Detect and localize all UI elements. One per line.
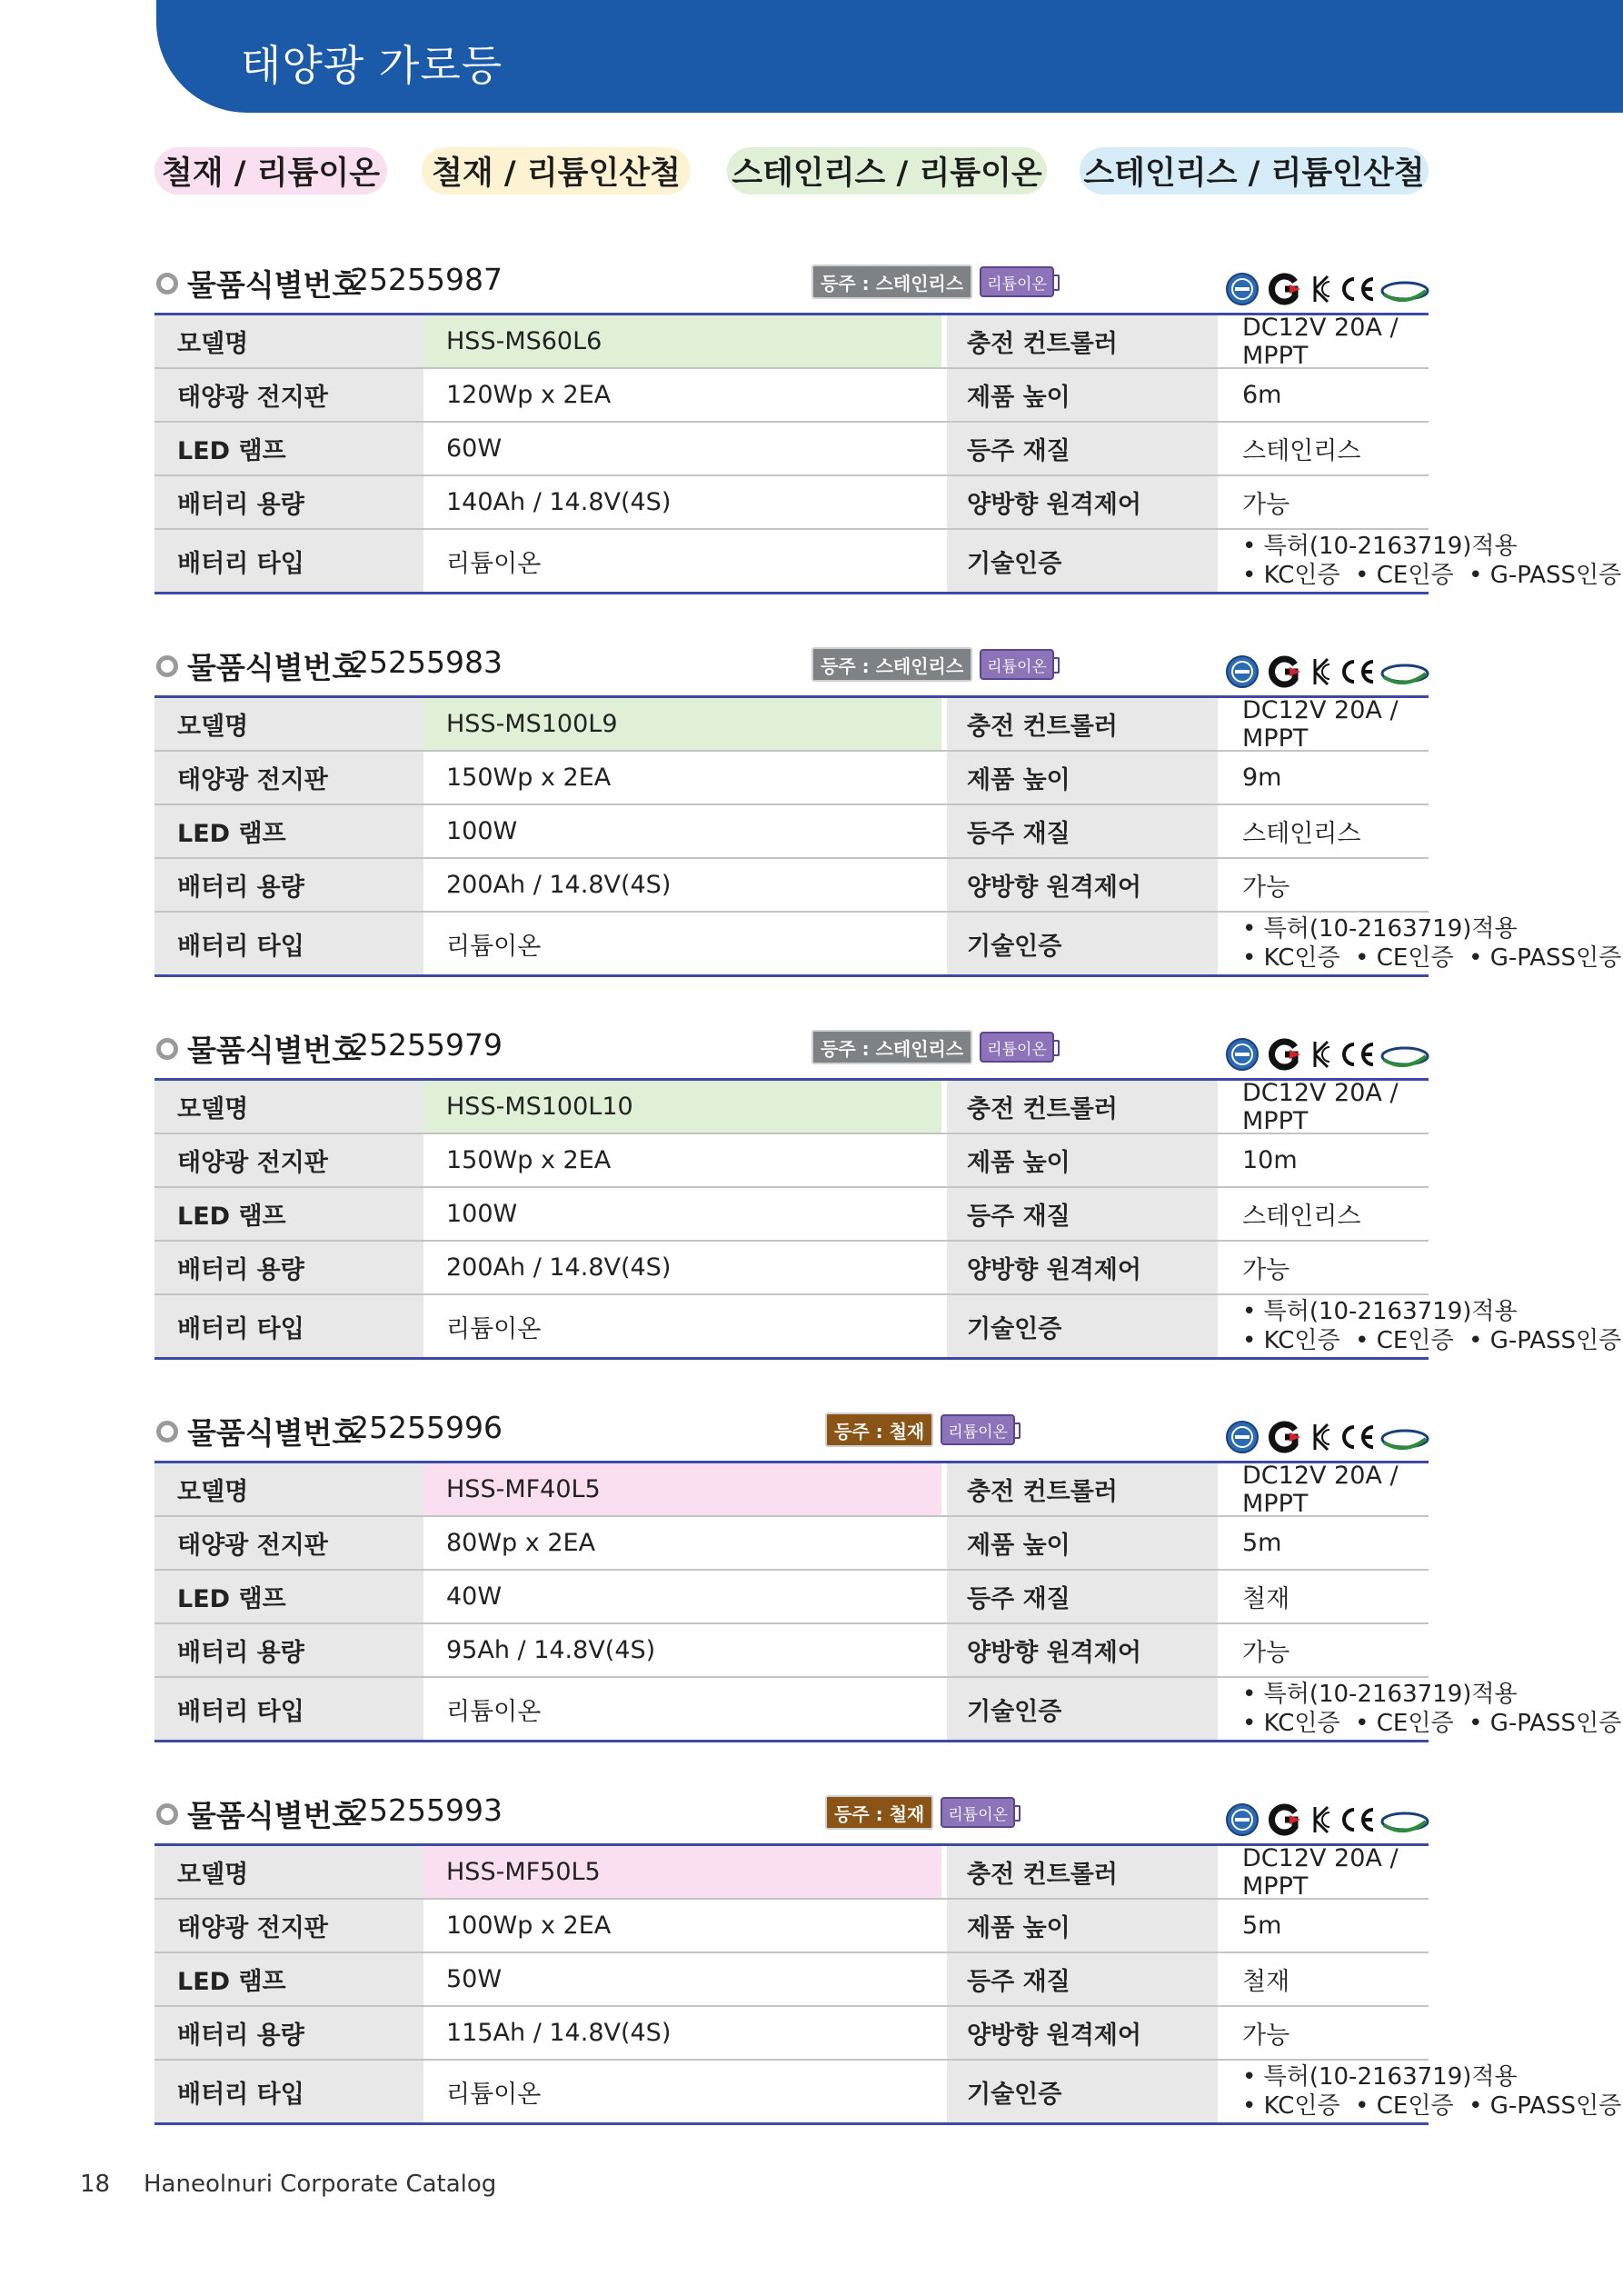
bullet-icon bbox=[156, 1421, 178, 1442]
table-row bbox=[154, 1898, 1429, 1952]
catalog-name: Haneolnuri Corporate Catalog bbox=[144, 2171, 497, 2198]
pole-material-badge: 등주 : 스테인리스 bbox=[812, 1030, 972, 1064]
table-row bbox=[154, 1515, 1429, 1569]
table-row bbox=[154, 367, 1429, 421]
product-id-label: 물품식별번호 bbox=[187, 1798, 362, 1833]
table-row bbox=[154, 857, 1429, 911]
certification-list: • KC인증 • CE인증 • G-PASS인증 bbox=[1242, 1710, 1622, 1737]
row-label-controller: 충전 컨트롤러 bbox=[947, 1846, 1218, 1898]
ce-icon bbox=[1337, 1419, 1377, 1455]
row-label-model: 모델명 bbox=[154, 1081, 423, 1133]
good-design-icon bbox=[1380, 271, 1429, 307]
legend-stainless-lifepo4: 스테인리스 / 리튬인산철 bbox=[1080, 147, 1429, 195]
product-id: 25255979 bbox=[350, 1027, 503, 1063]
row-label-height: 제품 높이 bbox=[947, 369, 1218, 421]
certification-value bbox=[1218, 2061, 1622, 2122]
row-label-remote: 양방향 원격제어 bbox=[947, 1624, 1218, 1676]
row-label-pole-material: 등주 재질 bbox=[947, 1571, 1218, 1622]
row-label-controller: 충전 컨트롤러 bbox=[947, 698, 1218, 750]
panel-value: 80Wp x 2EA bbox=[423, 1517, 941, 1569]
row-label-remote: 양방향 원격제어 bbox=[947, 859, 1218, 911]
table-row bbox=[154, 1676, 1622, 1740]
capacity-value: 115Ah / 14.8V(4S) bbox=[423, 2007, 941, 2059]
row-label-lamp: LED 램프 bbox=[154, 423, 423, 474]
kc-icon bbox=[1309, 1036, 1333, 1073]
panel-value: 150Wp x 2EA bbox=[423, 1134, 941, 1186]
height-value: 10m bbox=[1242, 1146, 1298, 1174]
good-design-icon bbox=[1380, 1036, 1429, 1073]
row-label-capacity: 배터리 용량 bbox=[154, 1242, 423, 1293]
pole-material-value: 철재 bbox=[1242, 1585, 1290, 1613]
panel-value: 100Wp x 2EA bbox=[423, 1900, 941, 1952]
spec-table bbox=[154, 695, 1622, 977]
row-label-capacity: 배터리 용량 bbox=[154, 476, 423, 528]
product-header bbox=[154, 1404, 1429, 1459]
row-label-certification: 기술인증 bbox=[947, 913, 1218, 974]
table-row bbox=[154, 1952, 1429, 2005]
product-id: 25255983 bbox=[350, 644, 503, 680]
certification-value bbox=[1218, 913, 1622, 974]
g-mark-icon bbox=[1268, 1802, 1302, 1838]
ce-icon bbox=[1337, 271, 1377, 307]
bullet-icon bbox=[156, 655, 178, 677]
row-label-remote: 양방향 원격제어 bbox=[947, 2007, 1218, 2059]
row-label-pole-material: 등주 재질 bbox=[947, 423, 1218, 474]
table-row bbox=[154, 2005, 1429, 2059]
lamp-value: 40W bbox=[423, 1571, 941, 1622]
row-label-controller: 충전 컨트롤러 bbox=[947, 1081, 1218, 1133]
table-row bbox=[154, 1461, 1429, 1518]
table-row bbox=[154, 1240, 1429, 1293]
row-label-capacity: 배터리 용량 bbox=[154, 859, 423, 911]
table-row bbox=[154, 528, 1622, 592]
good-design-icon bbox=[1380, 1802, 1429, 1838]
product-id-label: 물품식별번호 bbox=[187, 1415, 362, 1451]
controller-value: DC12V 20A / MPPT bbox=[1242, 1078, 1399, 1135]
legend-steel-li-ion: 철재 / 리튬이온 bbox=[154, 147, 387, 195]
battery-type-value: 리튬이온 bbox=[423, 530, 941, 592]
spec-table bbox=[154, 1461, 1622, 1742]
kc-certification-icon bbox=[1224, 1802, 1260, 1838]
kc-icon bbox=[1309, 1419, 1333, 1455]
row-label-capacity: 배터리 용량 bbox=[154, 1624, 423, 1676]
battery-badge: 리튬이온 bbox=[941, 1797, 1015, 1828]
legend-stainless-li-ion: 스테인리스 / 리튬이온 bbox=[727, 147, 1047, 195]
table-row bbox=[154, 750, 1429, 804]
table-row bbox=[154, 2059, 1622, 2122]
row-label-certification: 기술인증 bbox=[947, 1678, 1218, 1740]
row-label-battery-type: 배터리 타입 bbox=[154, 530, 423, 592]
page-number: 18 bbox=[80, 2171, 111, 2198]
product-header bbox=[154, 1787, 1429, 1842]
height-value: 5m bbox=[1242, 1529, 1282, 1557]
ce-icon bbox=[1337, 1802, 1377, 1838]
capacity-value: 200Ah / 14.8V(4S) bbox=[423, 1242, 941, 1293]
certification-icons bbox=[1224, 271, 1429, 311]
certification-patent: • 특허(10-2163719)적용 bbox=[1242, 1681, 1518, 1708]
product-header bbox=[154, 639, 1429, 694]
product-id-label: 물품식별번호 bbox=[187, 267, 362, 303]
g-mark-icon bbox=[1268, 271, 1302, 307]
product-card bbox=[154, 639, 1622, 984]
kc-certification-icon bbox=[1224, 654, 1260, 690]
remote-value: 가능 bbox=[1242, 491, 1290, 519]
product-header bbox=[154, 1022, 1429, 1076]
product-card bbox=[154, 256, 1622, 602]
kc-icon bbox=[1309, 654, 1333, 690]
model-value: HSS-MS100L9 bbox=[423, 698, 941, 750]
remote-value: 가능 bbox=[1242, 1256, 1290, 1284]
pole-material-badge: 등주 : 스테인리스 bbox=[812, 647, 972, 682]
capacity-value: 200Ah / 14.8V(4S) bbox=[423, 859, 941, 911]
row-label-model: 모델명 bbox=[154, 698, 423, 750]
pole-material-badge: 등주 : 철재 bbox=[825, 1413, 933, 1447]
row-label-height: 제품 높이 bbox=[947, 1134, 1218, 1186]
panel-value: 120Wp x 2EA bbox=[423, 369, 941, 421]
certification-icons bbox=[1224, 1036, 1429, 1076]
certification-patent: • 특허(10-2163719)적용 bbox=[1242, 2063, 1518, 2091]
battery-badge: 리튬이온 bbox=[980, 1032, 1054, 1063]
table-row bbox=[154, 804, 1429, 857]
row-label-panel: 태양광 전지판 bbox=[154, 1134, 423, 1186]
certification-patent: • 특허(10-2163719)적용 bbox=[1242, 915, 1518, 943]
row-label-capacity: 배터리 용량 bbox=[154, 2007, 423, 2059]
product-badges bbox=[812, 265, 1054, 298]
row-label-battery-type: 배터리 타입 bbox=[154, 913, 423, 974]
certification-icons bbox=[1224, 1802, 1429, 1842]
kc-certification-icon bbox=[1224, 271, 1260, 307]
row-label-height: 제품 높이 bbox=[947, 1900, 1218, 1952]
legend bbox=[154, 147, 1429, 196]
table-row bbox=[154, 1843, 1429, 1901]
certification-value bbox=[1218, 530, 1622, 592]
row-label-model: 모델명 bbox=[154, 1463, 423, 1515]
bullet-icon bbox=[156, 1038, 178, 1060]
product-header bbox=[154, 256, 1429, 311]
row-label-lamp: LED 램프 bbox=[154, 805, 423, 857]
page-title: 태양광 가로등 bbox=[241, 41, 503, 90]
row-label-panel: 태양광 전지판 bbox=[154, 1900, 423, 1952]
bullet-icon bbox=[156, 273, 178, 294]
product-badges bbox=[812, 1031, 1054, 1063]
row-label-controller: 충전 컨트롤러 bbox=[947, 1463, 1218, 1515]
height-value: 5m bbox=[1242, 1912, 1282, 1940]
certification-icons bbox=[1224, 654, 1429, 694]
product-id-label: 물품식별번호 bbox=[187, 650, 362, 685]
model-value: HSS-MS100L10 bbox=[423, 1081, 941, 1133]
row-label-height: 제품 높이 bbox=[947, 752, 1218, 804]
capacity-value: 95Ah / 14.8V(4S) bbox=[423, 1624, 941, 1676]
table-row bbox=[154, 421, 1429, 474]
spec-table bbox=[154, 1843, 1622, 2125]
row-label-model: 모델명 bbox=[154, 1846, 423, 1898]
table-row bbox=[154, 1569, 1429, 1622]
row-label-panel: 태양광 전지판 bbox=[154, 369, 423, 421]
row-label-battery-type: 배터리 타입 bbox=[154, 1295, 423, 1357]
remote-value: 가능 bbox=[1242, 873, 1290, 902]
legend-steel-lifepo4: 철재 / 리튬인산철 bbox=[422, 147, 691, 195]
ce-icon bbox=[1337, 1036, 1377, 1073]
table-row bbox=[154, 695, 1429, 753]
product-id-label: 물품식별번호 bbox=[187, 1033, 362, 1068]
height-value: 9m bbox=[1242, 764, 1282, 792]
battery-badge: 리튬이온 bbox=[941, 1414, 1015, 1445]
remote-value: 가능 bbox=[1242, 1639, 1290, 1667]
row-label-lamp: LED 램프 bbox=[154, 1571, 423, 1622]
row-label-remote: 양방향 원격제어 bbox=[947, 476, 1218, 528]
row-label-model: 모델명 bbox=[154, 315, 423, 367]
controller-value: DC12V 20A / MPPT bbox=[1242, 313, 1399, 370]
bullet-icon bbox=[156, 1803, 178, 1825]
pole-material-value: 스테인리스 bbox=[1242, 1203, 1361, 1231]
certification-list: • KC인증 • CE인증 • G-PASS인증 bbox=[1242, 1327, 1622, 1354]
row-label-height: 제품 높이 bbox=[947, 1517, 1218, 1569]
row-label-controller: 충전 컨트롤러 bbox=[947, 315, 1218, 367]
table-row bbox=[154, 1293, 1622, 1357]
table-row bbox=[154, 313, 1429, 370]
height-value: 6m bbox=[1242, 381, 1282, 409]
battery-type-value: 리튬이온 bbox=[423, 2061, 941, 2122]
row-label-battery-type: 배터리 타입 bbox=[154, 1678, 423, 1740]
lamp-value: 100W bbox=[423, 805, 941, 857]
pole-material-badge: 등주 : 스테인리스 bbox=[812, 265, 972, 299]
ce-icon bbox=[1337, 654, 1377, 690]
lamp-value: 60W bbox=[423, 423, 941, 474]
certification-list: • KC인증 • CE인증 • G-PASS인증 bbox=[1242, 562, 1622, 589]
battery-type-value: 리튬이온 bbox=[423, 1678, 941, 1740]
table-row bbox=[154, 1186, 1429, 1240]
certification-value bbox=[1218, 1678, 1622, 1740]
pole-material-value: 스테인리스 bbox=[1242, 820, 1361, 848]
g-mark-icon bbox=[1268, 1419, 1302, 1455]
certification-patent: • 특허(10-2163719)적용 bbox=[1242, 533, 1518, 560]
lamp-value: 50W bbox=[423, 1953, 941, 2005]
good-design-icon bbox=[1380, 1419, 1429, 1455]
row-label-remote: 양방향 원격제어 bbox=[947, 1242, 1218, 1293]
battery-type-value: 리튬이온 bbox=[423, 1295, 941, 1357]
product-id: 25255996 bbox=[350, 1410, 503, 1445]
remote-value: 가능 bbox=[1242, 2021, 1290, 2050]
row-label-certification: 기술인증 bbox=[947, 530, 1218, 592]
good-design-icon bbox=[1380, 654, 1429, 690]
kc-icon bbox=[1309, 1802, 1333, 1838]
row-label-certification: 기술인증 bbox=[947, 1295, 1218, 1357]
controller-value: DC12V 20A / MPPT bbox=[1242, 695, 1399, 753]
product-id: 25255993 bbox=[350, 1792, 503, 1828]
table-row bbox=[154, 1622, 1429, 1676]
controller-value: DC12V 20A / MPPT bbox=[1242, 1843, 1399, 1901]
table-row bbox=[154, 1078, 1429, 1135]
row-label-panel: 태양광 전지판 bbox=[154, 752, 423, 804]
lamp-value: 100W bbox=[423, 1188, 941, 1240]
row-label-pole-material: 등주 재질 bbox=[947, 1188, 1218, 1240]
spec-table bbox=[154, 313, 1622, 594]
product-badges bbox=[825, 1796, 1015, 1829]
certification-icons bbox=[1224, 1419, 1429, 1459]
kc-certification-icon bbox=[1224, 1036, 1260, 1073]
row-label-panel: 태양광 전지판 bbox=[154, 1517, 423, 1569]
certification-list: • KC인증 • CE인증 • G-PASS인증 bbox=[1242, 944, 1622, 972]
table-row bbox=[154, 1133, 1429, 1186]
row-label-lamp: LED 램프 bbox=[154, 1953, 423, 2005]
model-value: HSS-MF40L5 bbox=[423, 1463, 941, 1515]
controller-value: DC12V 20A / MPPT bbox=[1242, 1461, 1399, 1518]
table-row bbox=[154, 474, 1429, 528]
capacity-value: 140Ah / 14.8V(4S) bbox=[423, 476, 941, 528]
pole-material-value: 스테인리스 bbox=[1242, 437, 1361, 465]
panel-value: 150Wp x 2EA bbox=[423, 752, 941, 804]
row-label-certification: 기술인증 bbox=[947, 2061, 1218, 2122]
pole-material-badge: 등주 : 철재 bbox=[825, 1795, 933, 1830]
table-row bbox=[154, 911, 1622, 974]
pole-material-value: 철재 bbox=[1242, 1968, 1290, 1996]
product-card bbox=[154, 1022, 1622, 1367]
certification-patent: • 특허(10-2163719)적용 bbox=[1242, 1298, 1518, 1325]
battery-badge: 리튬이온 bbox=[980, 266, 1054, 297]
certification-list: • KC인증 • CE인증 • G-PASS인증 bbox=[1242, 2092, 1622, 2120]
row-label-lamp: LED 램프 bbox=[154, 1188, 423, 1240]
kc-certification-icon bbox=[1224, 1419, 1260, 1455]
certification-value bbox=[1218, 1295, 1622, 1357]
row-label-pole-material: 등주 재질 bbox=[947, 805, 1218, 857]
spec-table bbox=[154, 1078, 1622, 1360]
model-value: HSS-MS60L6 bbox=[423, 315, 941, 367]
battery-type-value: 리튬이온 bbox=[423, 913, 941, 974]
product-badges bbox=[812, 648, 1054, 681]
product-badges bbox=[825, 1413, 1015, 1446]
battery-badge: 리튬이온 bbox=[980, 649, 1054, 680]
row-label-battery-type: 배터리 타입 bbox=[154, 2061, 423, 2122]
kc-icon bbox=[1309, 271, 1333, 307]
g-mark-icon bbox=[1268, 1036, 1302, 1073]
model-value: HSS-MF50L5 bbox=[423, 1846, 941, 1898]
product-card bbox=[154, 1404, 1622, 1750]
product-card bbox=[154, 1787, 1622, 2132]
row-label-pole-material: 등주 재질 bbox=[947, 1953, 1218, 2005]
g-mark-icon bbox=[1268, 654, 1302, 690]
product-id: 25255987 bbox=[350, 262, 503, 297]
